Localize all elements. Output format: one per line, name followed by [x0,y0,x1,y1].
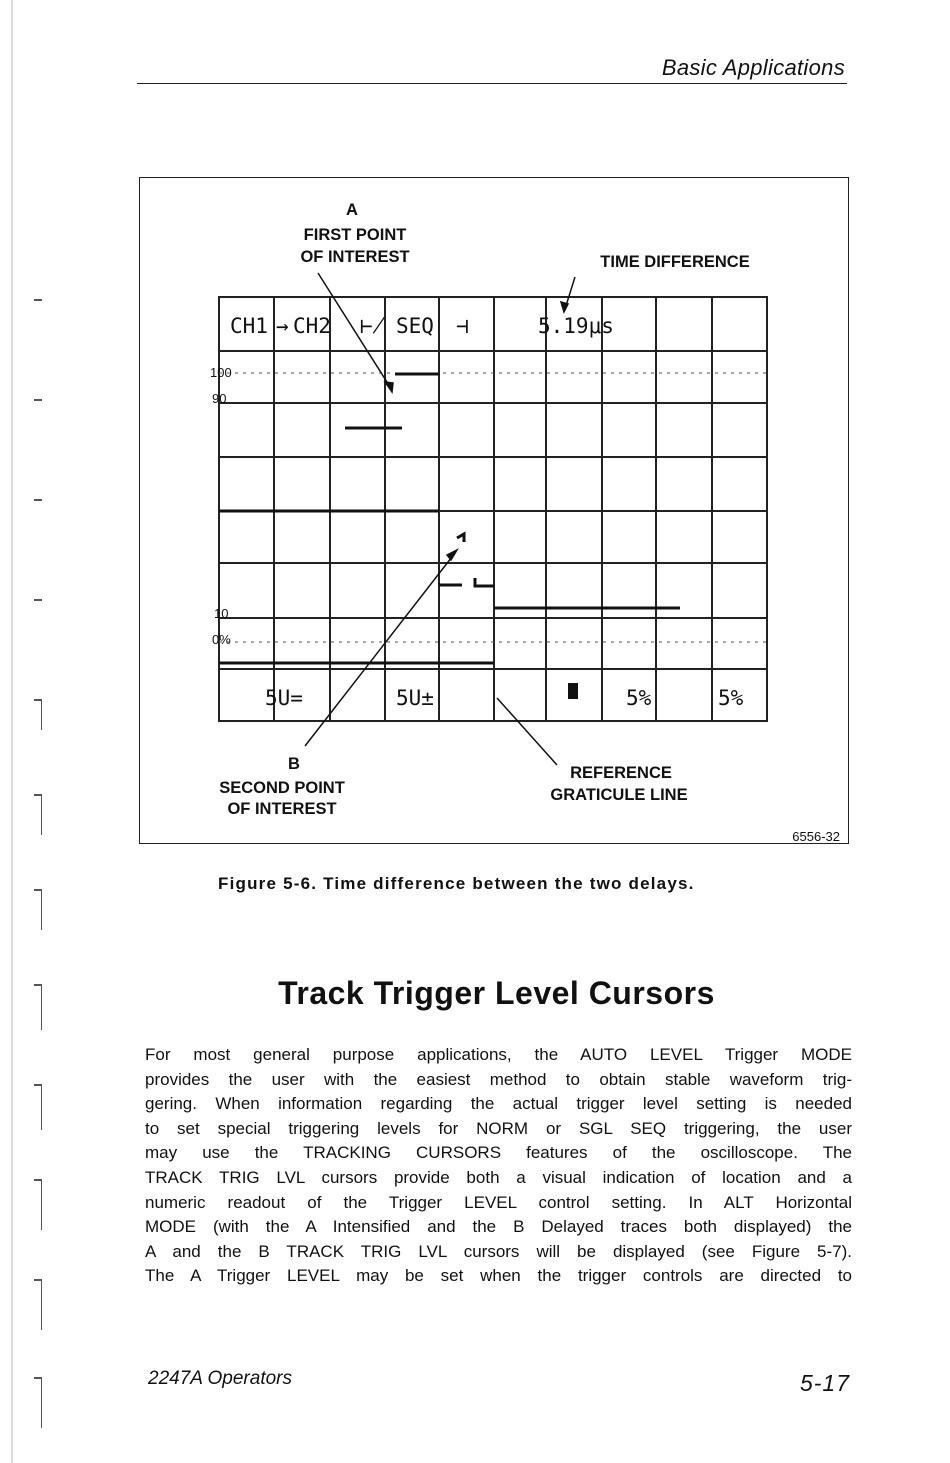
label-ref-line2: GRATICULE LINE [550,786,688,804]
scale-90: 90 [212,391,227,406]
body-line: The A Trigger LEVEL may be set when the trigger controls are directed to [145,1266,852,1286]
scale-100: 100 [210,365,232,380]
oscilloscope-figure [140,178,847,842]
figure-5-6 [139,177,849,844]
label-b-letter: B [288,755,300,773]
label-b-line1: SECOND POINT [219,779,345,797]
readout-ch2-scale: 5U± [396,686,434,710]
body-line: provides the user with the easiest method to obtain stable waveform trig- [145,1069,852,1089]
body-line: gering. When information regarding the actual trigger level setting is needed [145,1094,852,1114]
body-line: may use the TRACKING CURSORS features of the oscilloscope. The [145,1143,852,1163]
readout-ch1-scale: 5U= [265,686,303,710]
readout-seq: SEQ [396,314,434,338]
scale-10: 10 [214,606,229,621]
waveform-traces [219,374,680,663]
scale-0: 0% [212,632,231,647]
binding-edge-marks [0,0,42,1463]
label-a-line1: FIRST POINT [303,226,407,244]
label-a-line2: OF INTEREST [300,248,410,266]
readout-ch2: CH2 [293,314,331,338]
label-a-letter: A [346,201,358,219]
header-rule [137,83,847,84]
readout-time-diff: 5.19μs [538,314,614,338]
body-line: For most general purpose applications, the AUTO LEVEL Trigger MODE [145,1045,852,1064]
figure-caption: Figure 5-6. Time difference between the two delays. [218,874,695,893]
section-title: Track Trigger Level Cursors [278,975,715,1011]
readout-sweep-a: 5% [626,686,652,710]
body-line: MODE (with the A Intensified and the B Delayed traces both displayed) the [145,1217,852,1237]
graticule [219,297,767,721]
readout-delay-icon: ⊬ [360,314,386,338]
readout-ch1: CH1 [230,314,268,338]
running-head: Basic Applications [661,55,845,80]
body-paragraph [145,1043,852,1289]
readout-sweep-b: 5% [718,686,744,710]
figure-number: 6556-32 [792,829,840,842]
readout-end-icon: ⊣ [456,314,469,338]
body-line: TRACK TRIG LVL cursors provide both a visual indication of location and a [145,1167,852,1187]
body-line: to set special triggering levels for NORM or SGL SEQ triggering, the user [145,1118,852,1138]
page-number: 5-17 [799,1370,850,1396]
body-line: A and the B TRACK TRIG LVL cursors will be displayed (see Figure 5-7). [145,1241,852,1261]
body-line: numeric readout of the Trigger LEVEL control setting. In ALT Horizontal [145,1192,852,1212]
footer-manual-title: 2247A Operators [148,1368,292,1389]
readout-arrow: → [276,314,289,338]
label-time-difference: TIME DIFFERENCE [600,253,750,271]
label-b-line2: OF INTEREST [227,800,337,818]
label-ref-line1: REFERENCE [570,764,672,782]
